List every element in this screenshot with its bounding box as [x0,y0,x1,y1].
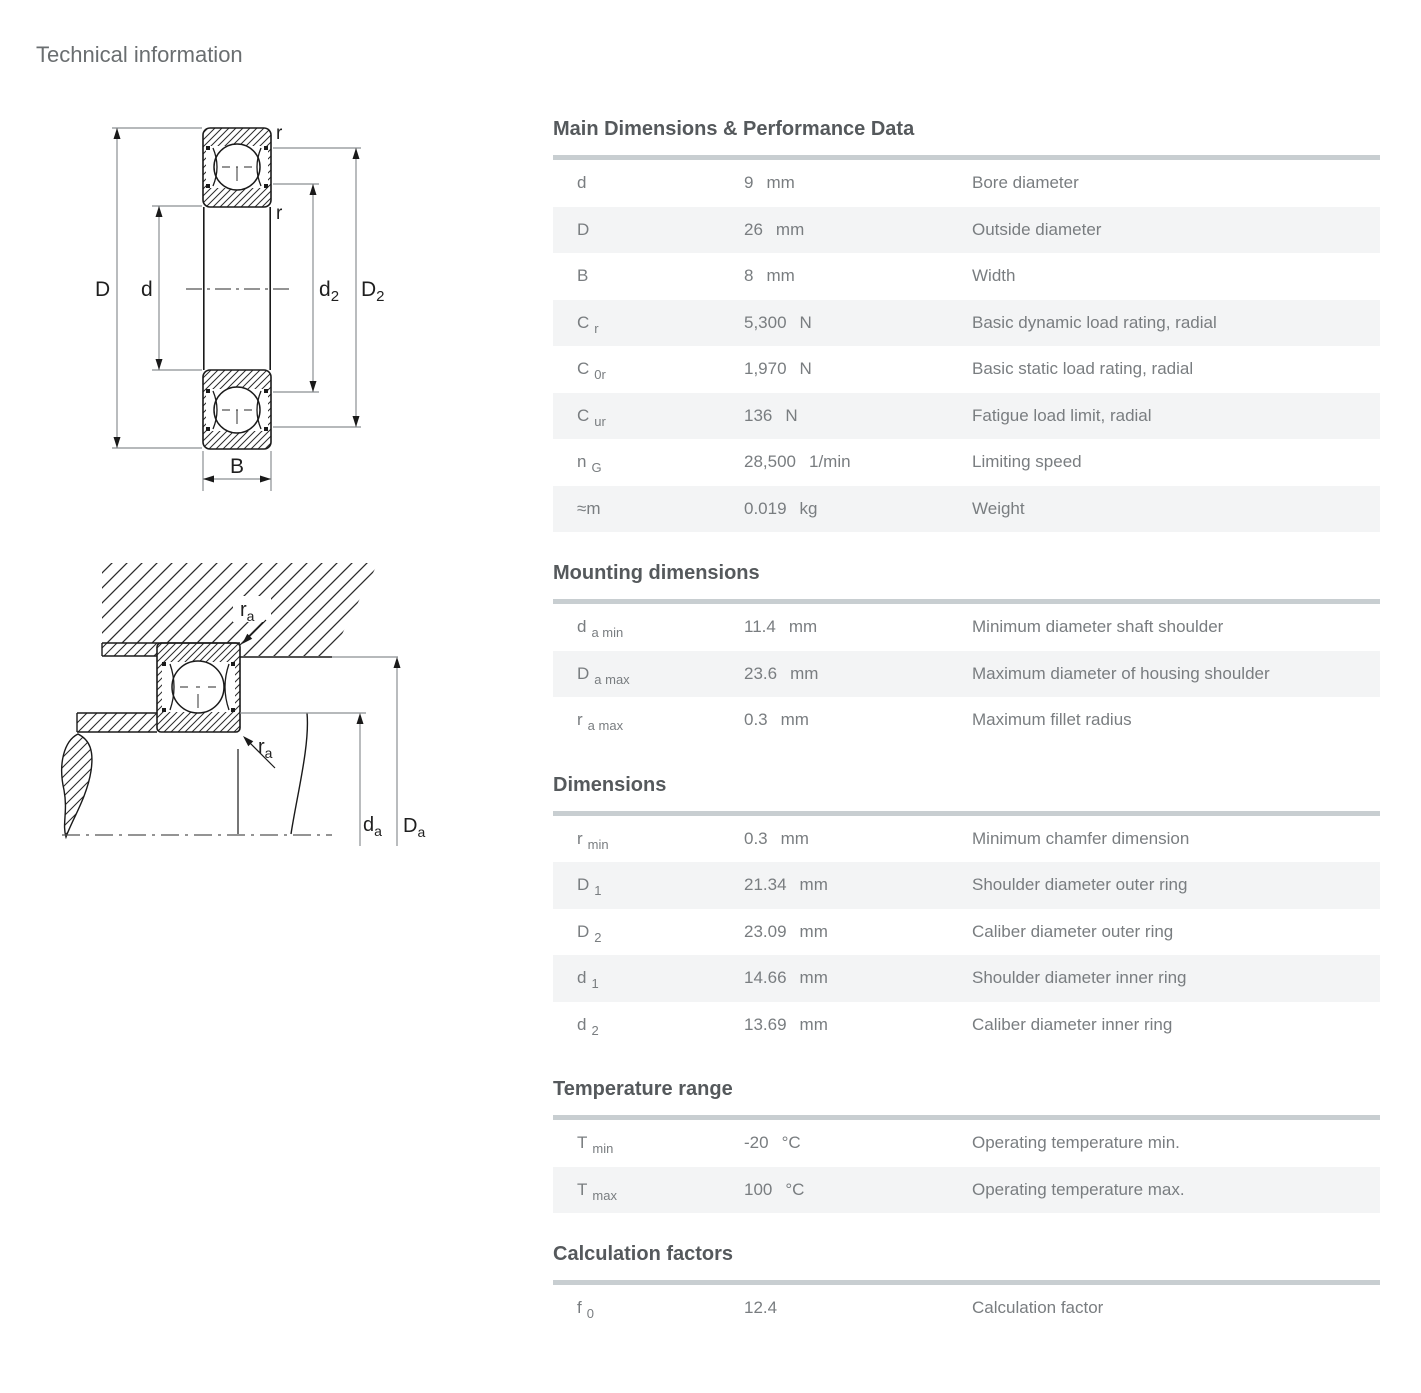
symbol-cell [553,1167,744,1214]
table-row [553,862,1380,909]
symbol-subscript: 0 [586,1306,594,1321]
table-row [553,160,1380,207]
unit: N [799,359,812,378]
symbol: D [577,875,590,894]
description-cell: Basic static load rating, radial [972,359,1194,378]
unit: mm [799,968,828,987]
label-B: B [230,455,245,478]
symbol-subscript: min [587,836,609,852]
symbol-cell [553,1285,744,1332]
table-row [553,909,1380,956]
description-cell: Shoulder diameter inner ring [972,968,1187,987]
unit: °C [781,1133,801,1152]
page-title: Technical information [36,42,243,67]
value-cell [744,697,972,744]
unit: mm [780,828,809,848]
value: 9 [744,173,754,192]
value: 28,500 [744,452,796,471]
mounting-svg [50,550,440,860]
symbol: d [577,968,587,987]
symbol-subscript: 1 [591,976,599,991]
table-row [553,393,1380,440]
symbol: D [577,663,590,683]
label-D2: $D_2$ [361,278,385,305]
unit: mm [775,219,805,239]
value: 100 [744,1179,773,1199]
symbol-cell [553,486,744,533]
table-row [553,207,1380,254]
description-cell: Caliber diameter outer ring [972,921,1174,941]
unit: mm [788,617,818,636]
table-row [553,346,1380,393]
value-cell [744,816,972,863]
table-row [553,300,1380,347]
unit: N [799,312,812,332]
description-cell: Shoulder diameter outer ring [972,875,1188,894]
description-cell: Fatigue load limit, radial [972,405,1152,425]
symbol-cell [553,160,744,207]
symbol-subscript: 2 [594,929,602,945]
value-cell [744,604,972,651]
symbol-cell [553,1120,744,1167]
symbol: C [577,312,590,332]
symbol-cell [553,393,744,440]
value: 0.3 [744,828,768,848]
symbol: d [577,173,587,192]
value: 0.3 [744,710,768,729]
unit: kg [799,498,818,518]
description-cell: Operating temperature min. [972,1133,1180,1152]
symbol: f [577,1298,582,1317]
symbol: r [577,828,583,848]
value: 136 [744,405,773,425]
symbol-cell [553,651,744,698]
table-row [553,1002,1380,1049]
symbol: r [577,710,583,729]
table-row [553,253,1380,300]
spec-section [553,774,1380,1049]
unit: °C [785,1179,805,1199]
label-D: D [95,278,111,301]
symbol-subscript: max [592,1187,617,1203]
section-rows [553,1285,1380,1332]
spec-section [553,1078,1380,1213]
mounting-diagram [50,550,440,865]
housing-lip [102,643,157,656]
table-row [553,816,1380,863]
value: -20 [744,1133,769,1152]
table-row [553,697,1380,744]
symbol: T [577,1133,588,1152]
value-cell [744,393,972,440]
symbol-cell [553,862,744,909]
value-cell [744,160,972,207]
symbol: d [577,617,587,636]
label-r-bottom: r [276,203,283,224]
description-cell: Outside diameter [972,219,1102,239]
value-cell [744,955,972,1002]
label-Da: $D_a$ [403,815,426,840]
symbol: B [577,266,589,285]
description-cell: Caliber diameter inner ring [972,1014,1173,1034]
label-da: $d_a$ [363,814,382,839]
value: 21.34 [744,875,787,894]
section-title: Temperature range [553,1078,733,1100]
value-cell [744,253,972,300]
description-cell: Calculation factor [972,1298,1104,1317]
spec-sections [553,118,1380,1332]
value: 0.019 [744,498,787,518]
symbol-cell [553,253,744,300]
symbol-subscript: 2 [591,1022,599,1038]
bottom-ring-section [203,370,271,449]
symbol: C [577,359,590,378]
value-cell [744,651,972,698]
symbol-cell [553,816,744,863]
symbol-subscript: ur [594,413,606,429]
description-cell: Minimum chamfer dimension [972,828,1190,848]
symbol-subscript: r [594,320,599,336]
symbol-cell [553,439,744,486]
value: 14.66 [744,968,787,987]
symbol-cell [553,207,744,254]
table-row [553,486,1380,533]
symbol: D [577,219,590,239]
unit: mm [799,875,828,894]
top-ring-section [203,128,271,207]
value: 11.4 [744,617,776,636]
description-cell: Minimum diameter shaft shoulder [972,617,1224,636]
value-cell [744,486,972,533]
symbol-cell [553,955,744,1002]
value: 1,970 [744,359,787,378]
value-cell [744,1120,972,1167]
shaft-flank [291,713,307,834]
value: 8 [744,266,754,285]
symbol-subscript: 0r [594,367,606,382]
section-title: Calculation factors [553,1243,734,1265]
section-rows [553,1120,1380,1213]
symbol: d [577,1014,587,1034]
section-rows [553,816,1380,1049]
description-cell: Maximum fillet radius [972,710,1132,729]
value-cell [744,207,972,254]
value-cell [744,1002,972,1049]
label-d: d [141,278,153,301]
symbol-subscript: min [592,1141,614,1156]
symbol: n [577,452,587,471]
value: 5,300 [744,312,787,332]
section-rows [553,160,1380,532]
symbol-cell [553,1002,744,1049]
symbol-subscript: a max [587,718,624,733]
bearing-cross-section-diagram [85,105,405,510]
value: 13.69 [744,1014,787,1034]
description-cell: Limiting speed [972,452,1082,471]
bearing-cross-section-svg [85,105,405,505]
description-cell: Width [972,266,1016,285]
symbol: ≈m [577,498,601,518]
description-cell: Operating temperature max. [972,1179,1185,1199]
value: 26 [744,219,763,239]
value-cell [744,1285,972,1332]
section-title: Mounting dimensions [553,562,760,584]
description-cell: Basic dynamic load rating, radial [972,312,1217,332]
symbol: D [577,921,590,941]
value-cell [744,1167,972,1214]
symbol-cell [553,697,744,744]
spec-section [553,118,1380,532]
section-title: Main Dimensions & Performance Data [553,118,915,140]
table-row [553,439,1380,486]
symbol-subscript: G [591,460,602,475]
symbol-subscript: a min [591,625,624,640]
table-row [553,604,1380,651]
unit: mm [799,1014,828,1034]
table-row [553,955,1380,1002]
description-cell: Bore diameter [972,173,1079,192]
table-row [553,1167,1380,1214]
table-row [553,1285,1380,1332]
value: 23.09 [744,921,787,941]
unit: 1/min [809,452,851,471]
unit: mm [790,663,819,683]
shaft-fillet-lobe [62,734,92,837]
value: 23.6 [744,663,778,683]
unit: N [785,405,798,425]
symbol-cell [553,346,744,393]
value-cell [744,439,972,486]
value-cell [744,862,972,909]
symbol-subscript: a max [594,671,630,687]
description-cell: Weight [972,498,1025,518]
symbol-cell [553,909,744,956]
label-d2: $d_2$ [319,278,340,305]
value-cell [744,300,972,347]
description-cell: Maximum diameter of housing shoulder [972,663,1270,683]
dimension-arrowheads [357,657,401,724]
unit: mm [766,173,795,192]
unit: mm [780,710,809,729]
value-cell [744,909,972,956]
symbol: C [577,405,590,425]
unit: mm [799,921,828,941]
value: 12.4 [744,1298,778,1317]
bearing-section [157,643,240,732]
value-cell [744,346,972,393]
label-ra-top: $r_a$ [240,599,255,624]
section-rows [553,604,1380,744]
label-ra-bottom: $r_a$ [258,736,273,761]
spec-section [553,562,1380,744]
spec-section [553,1243,1380,1332]
section-title: Dimensions [553,773,667,796]
unit: mm [766,266,795,285]
symbol-subscript: 1 [594,883,602,898]
symbol: T [577,1179,588,1199]
symbol-cell [553,604,744,651]
label-r-top: r [276,123,283,144]
table-row [553,651,1380,698]
shaft-shoulder [77,713,157,732]
table-row [553,1120,1380,1167]
symbol-cell [553,300,744,347]
